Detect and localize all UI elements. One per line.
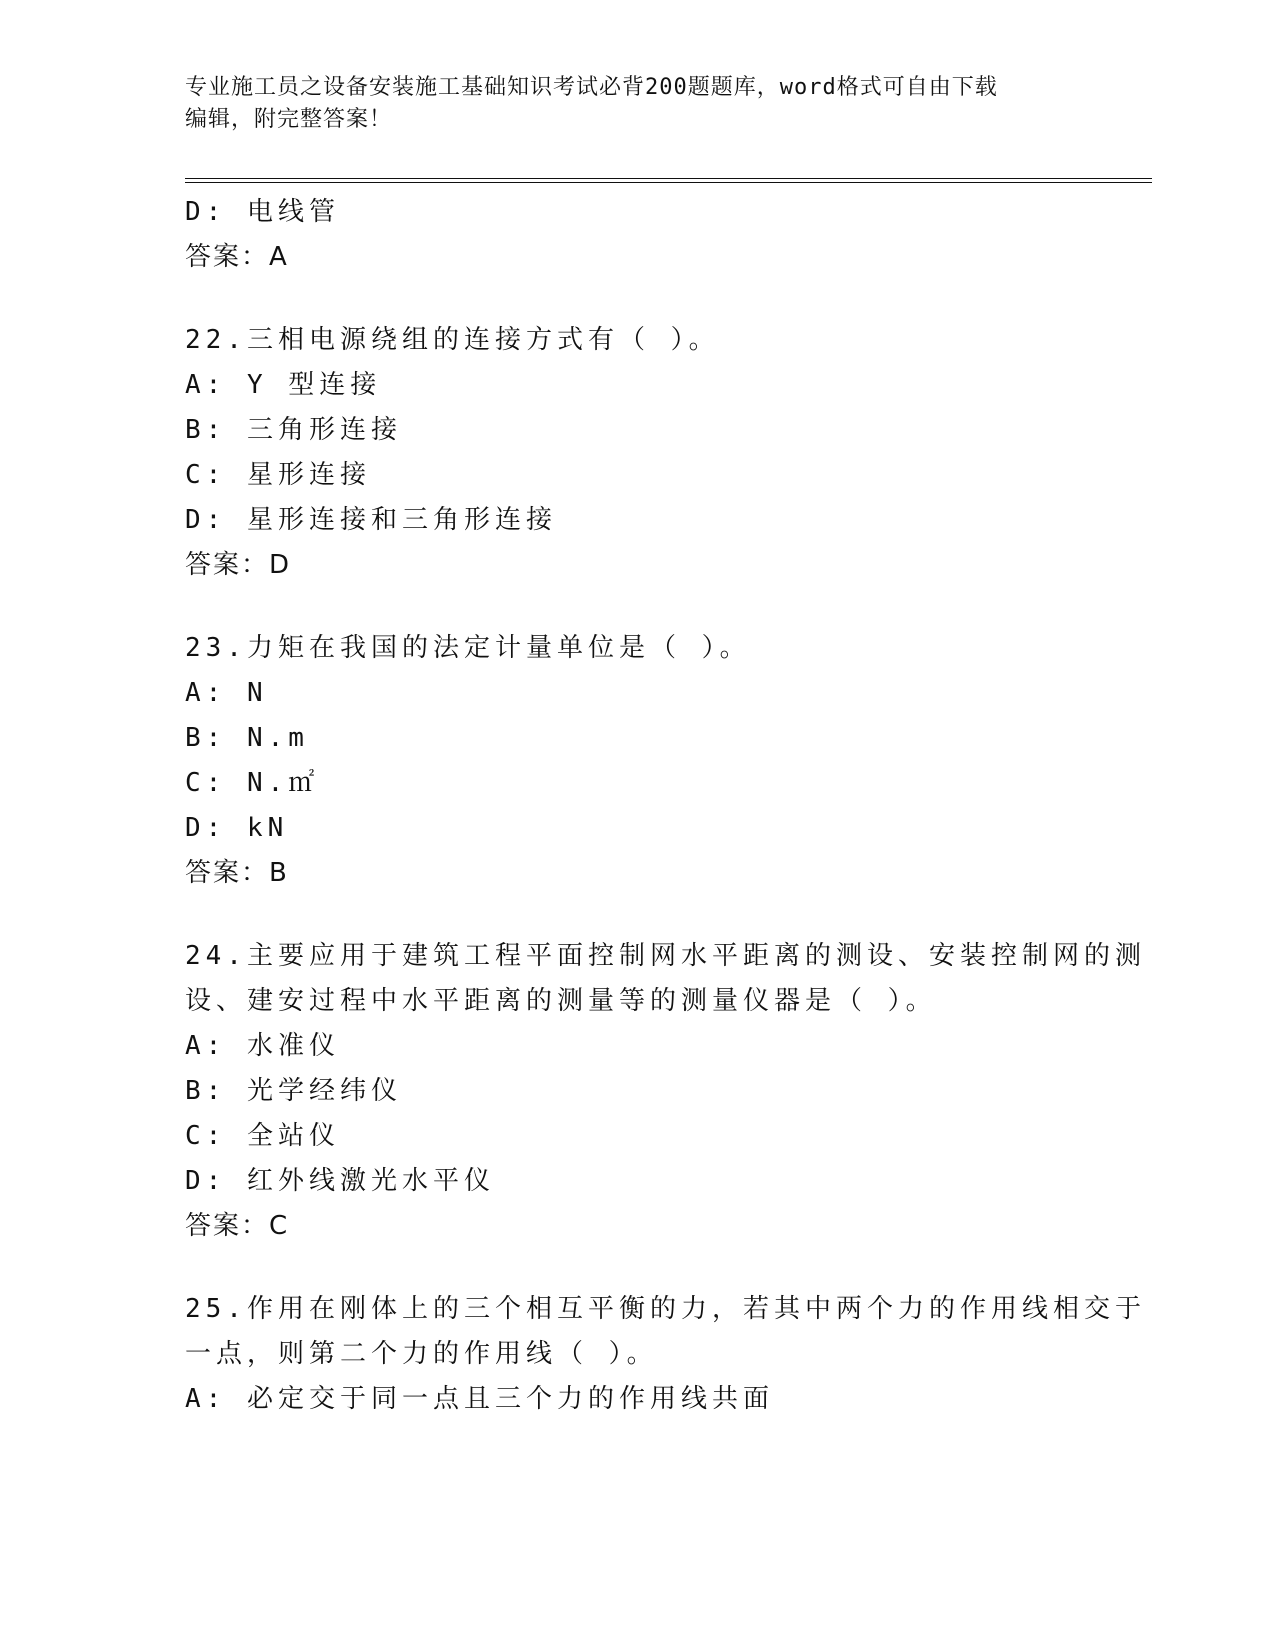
option-a: A: Y 型连接: [185, 370, 382, 400]
answer-line: 答案：C: [185, 1211, 290, 1241]
option-b: B: 光学经纬仪: [185, 1076, 402, 1106]
option-b: B: 三角形连接: [185, 415, 402, 445]
option-c: C: 星形连接: [185, 460, 371, 490]
option-b: B: N.m: [185, 723, 309, 753]
header-title-line-1: 专业施工员之设备安装施工基础知识考试必背200题题库，word格式可自由下载: [185, 75, 998, 100]
header-double-rule: [185, 178, 1152, 183]
option-c: C: 全站仪: [185, 1121, 340, 1151]
question-stem: 23.力矩在我国的法定计量单位是（ ）。: [185, 633, 751, 663]
question-spacer: [185, 588, 1085, 626]
question-stem: 22.三相电源绕组的连接方式有（ ）。: [185, 325, 720, 355]
question-25: [185, 1287, 1146, 1422]
q21-option-d: D: 电线管: [185, 197, 340, 227]
question-stem-line-2: 设、建安过程中水平距离的测量等的测量仪器是（ ）。: [185, 986, 937, 1016]
question-spacer: [185, 280, 1085, 318]
header-title-line-2: 编辑，附完整答案！: [185, 107, 393, 132]
option-a: A: 水准仪: [185, 1031, 340, 1061]
question-stem-line-2: 一点，则第二个力的作用线（ ）。: [185, 1339, 658, 1369]
question-stem-line-1: 24.主要应用于建筑工程平面控制网水平距离的测设、安装控制网的测: [185, 941, 1146, 971]
answer-line: 答案：B: [185, 858, 289, 888]
option-c: C: N.㎡: [185, 768, 320, 798]
question-23: [185, 626, 1085, 896]
document-header: [185, 72, 1065, 136]
option-d: D: 红外线激光水平仪: [185, 1166, 495, 1196]
option-a: A: 必定交于同一点且三个力的作用线共面: [185, 1384, 774, 1414]
question-24: [185, 934, 1146, 1249]
question-list: [185, 190, 1146, 1422]
question-22: [185, 318, 1085, 588]
q21-answer: 答案：A: [185, 242, 289, 272]
question-spacer: [185, 896, 1085, 934]
option-d: D: kN: [185, 813, 289, 843]
answer-line: 答案：D: [185, 550, 292, 580]
question-stem-line-1: 25.作用在刚体上的三个相互平衡的力，若其中两个力的作用线相交于: [185, 1294, 1146, 1324]
question-spacer: [185, 1249, 1085, 1287]
option-d: D: 星形连接和三角形连接: [185, 505, 557, 535]
option-a: A: N: [185, 678, 268, 708]
